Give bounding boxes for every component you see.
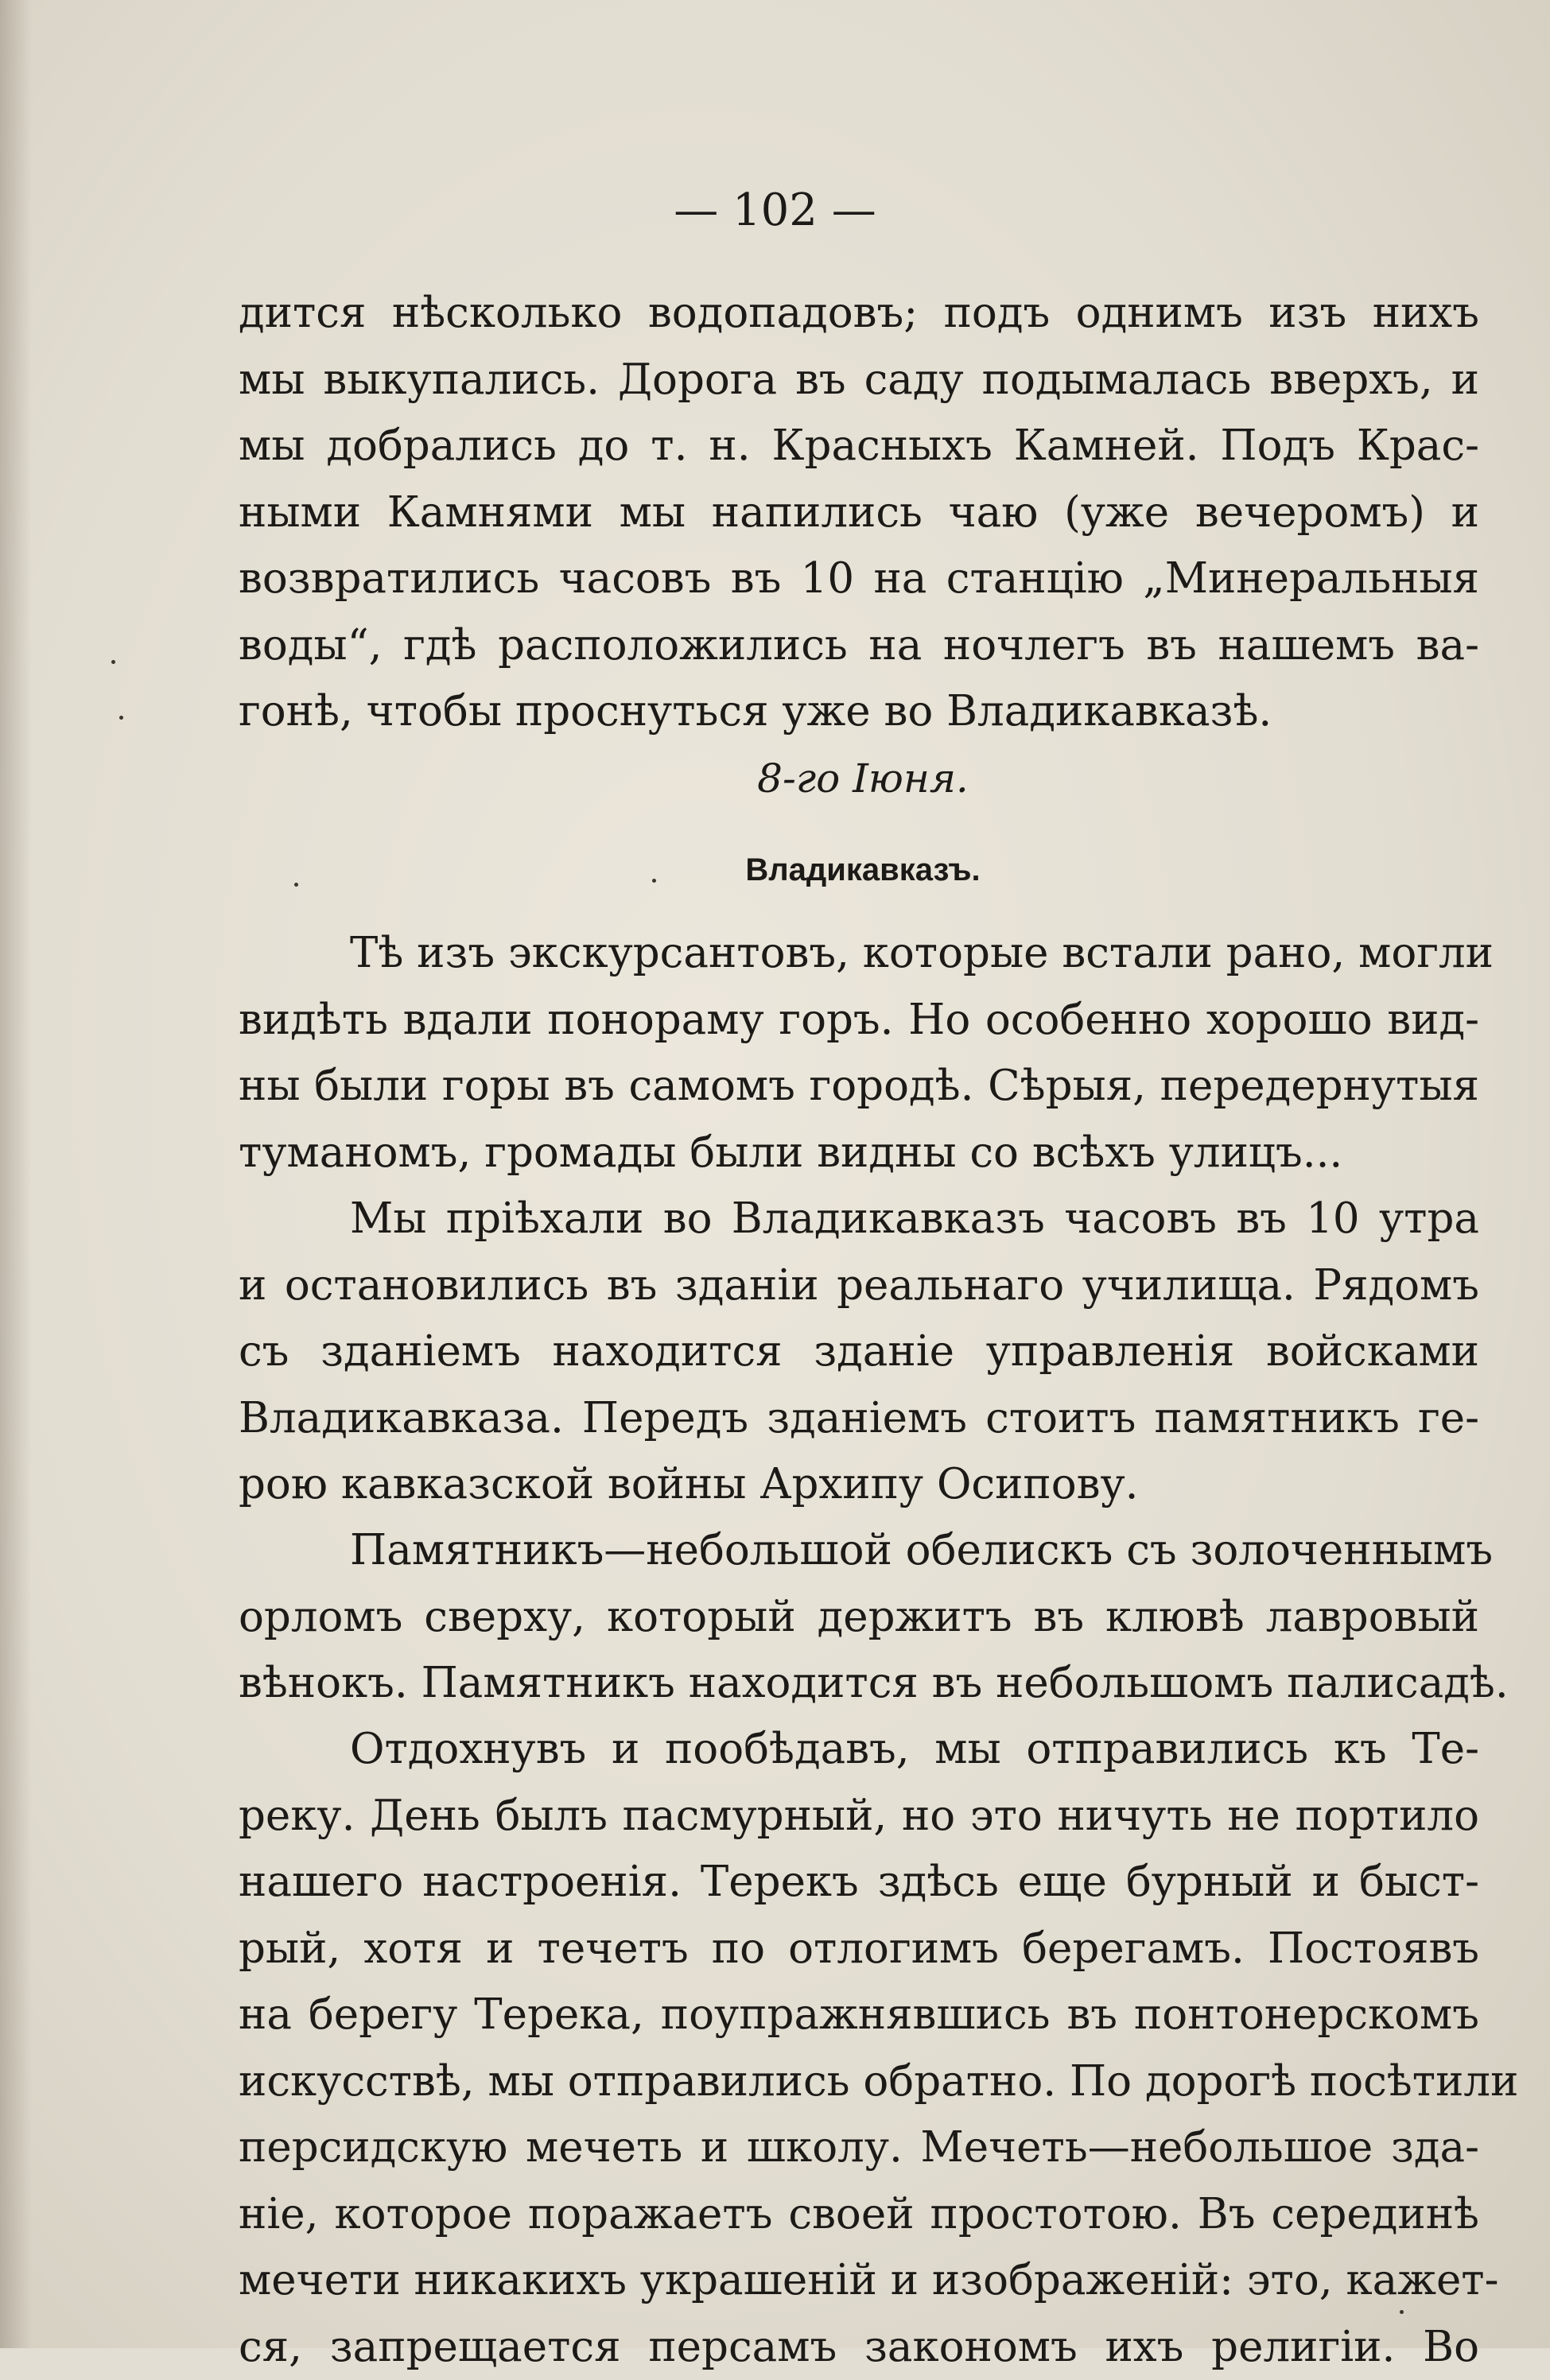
text-line: мечети никакихъ украшеній и изображеній: это, кажет- — [239, 2247, 1479, 2314]
text-line: на берегу Терека, поупражнявшись въ понтонерскомъ — [239, 1982, 1479, 2048]
paper-speck — [1400, 2310, 1404, 2314]
text-line: Мы пріѣхали во Владикавказъ часовъ въ 10 утра — [239, 1186, 1479, 1252]
text-line: возвратились часовъ въ 10 на станцію „Минеральныя — [239, 545, 1479, 612]
page-edge-shadow — [0, 0, 32, 2348]
paragraph-3 — [239, 1517, 1479, 1717]
text-line: вѣнокъ. Памятникъ находится въ небольшомъ палисадѣ. — [239, 1650, 1479, 1717]
text-line: ся, запрещается персамъ закономъ ихъ религіи. Во — [239, 2314, 1479, 2380]
paper-speck — [119, 716, 123, 720]
text-line: реку. День былъ пасмурный, но это ничуть не портило — [239, 1783, 1479, 1850]
text-line: мы добрались до т. н. Красныхъ Камней. Подъ Крас- — [239, 413, 1479, 479]
text-line: искусствѣ, мы отправились обратно. По дорогѣ посѣтили — [239, 2048, 1479, 2115]
text-line: Памятникъ—небольшой обелискъ съ золоченнымъ — [239, 1517, 1479, 1584]
text-line: орломъ сверху, который держитъ въ клювѣ лавровый — [239, 1584, 1479, 1651]
date-heading: 8-го Іюня. — [0, 755, 1550, 802]
text-line: мы выкупались. Дорога въ саду подымалась вверхъ, и — [239, 347, 1479, 413]
page-number: — 102 — — [0, 184, 1550, 236]
text-line: нашего настроенія. Терекъ здѣсь еще бурный и быст- — [239, 1849, 1479, 1916]
text-line: гонѣ, чтобы проснуться уже во Владикавказѣ. — [239, 678, 1296, 745]
text-line: дится нѣсколько водопадовъ; подъ однимъ изъ нихъ — [239, 280, 1479, 347]
text-line: рый, хотя и течетъ по отлогимъ берегамъ. Постоявъ — [239, 1916, 1479, 1982]
text-line: видѣть вдали понораму горъ. Но особенно хорошо вид- — [239, 987, 1479, 1054]
text-line: Отдохнувъ и пообѣдавъ, мы отправились къ Те- — [239, 1716, 1479, 1783]
text-line: Владикавказа. Передъ зданіемъ стоитъ памятникъ ге- — [239, 1385, 1479, 1452]
paragraph-1 — [239, 920, 1479, 1186]
paragraph-2 — [239, 1186, 1479, 1518]
text-line: персидскую мечеть и школу. Мечеть—небольшое зда- — [239, 2114, 1479, 2181]
paper-speck — [652, 879, 656, 883]
paragraph-4 — [239, 1716, 1479, 2380]
text-line: и остановились въ зданіи реальнаго училища. Рядомъ — [239, 1252, 1479, 1319]
text-line: ными Камнями мы напились чаю (уже вечеромъ) и — [239, 479, 1479, 546]
text-line: туманомъ, громады были видны со всѣхъ улицъ... — [239, 1120, 1479, 1186]
text-line: воды“, гдѣ расположились на ночлегъ въ нашемъ ва- — [239, 612, 1479, 679]
text-line: ніе, которое поражаетъ своей простотою. Въ серединѣ — [239, 2181, 1479, 2248]
text-line: Тѣ изъ экскурсантовъ, которые встали рано, могли — [239, 920, 1479, 987]
paper-speck — [111, 660, 115, 664]
text-line: рою кавказской войны Архипу Осипову. — [239, 1451, 1479, 1518]
paper-speck — [294, 883, 298, 887]
text-line: съ зданіемъ находится зданіе управленія войсками — [239, 1318, 1479, 1385]
text-line: ны были горы въ самомъ городѣ. Сѣрыя, передернутыя — [239, 1053, 1479, 1120]
top-paragraph — [239, 280, 1479, 745]
section-heading: Владикавказъ. — [0, 852, 1550, 888]
